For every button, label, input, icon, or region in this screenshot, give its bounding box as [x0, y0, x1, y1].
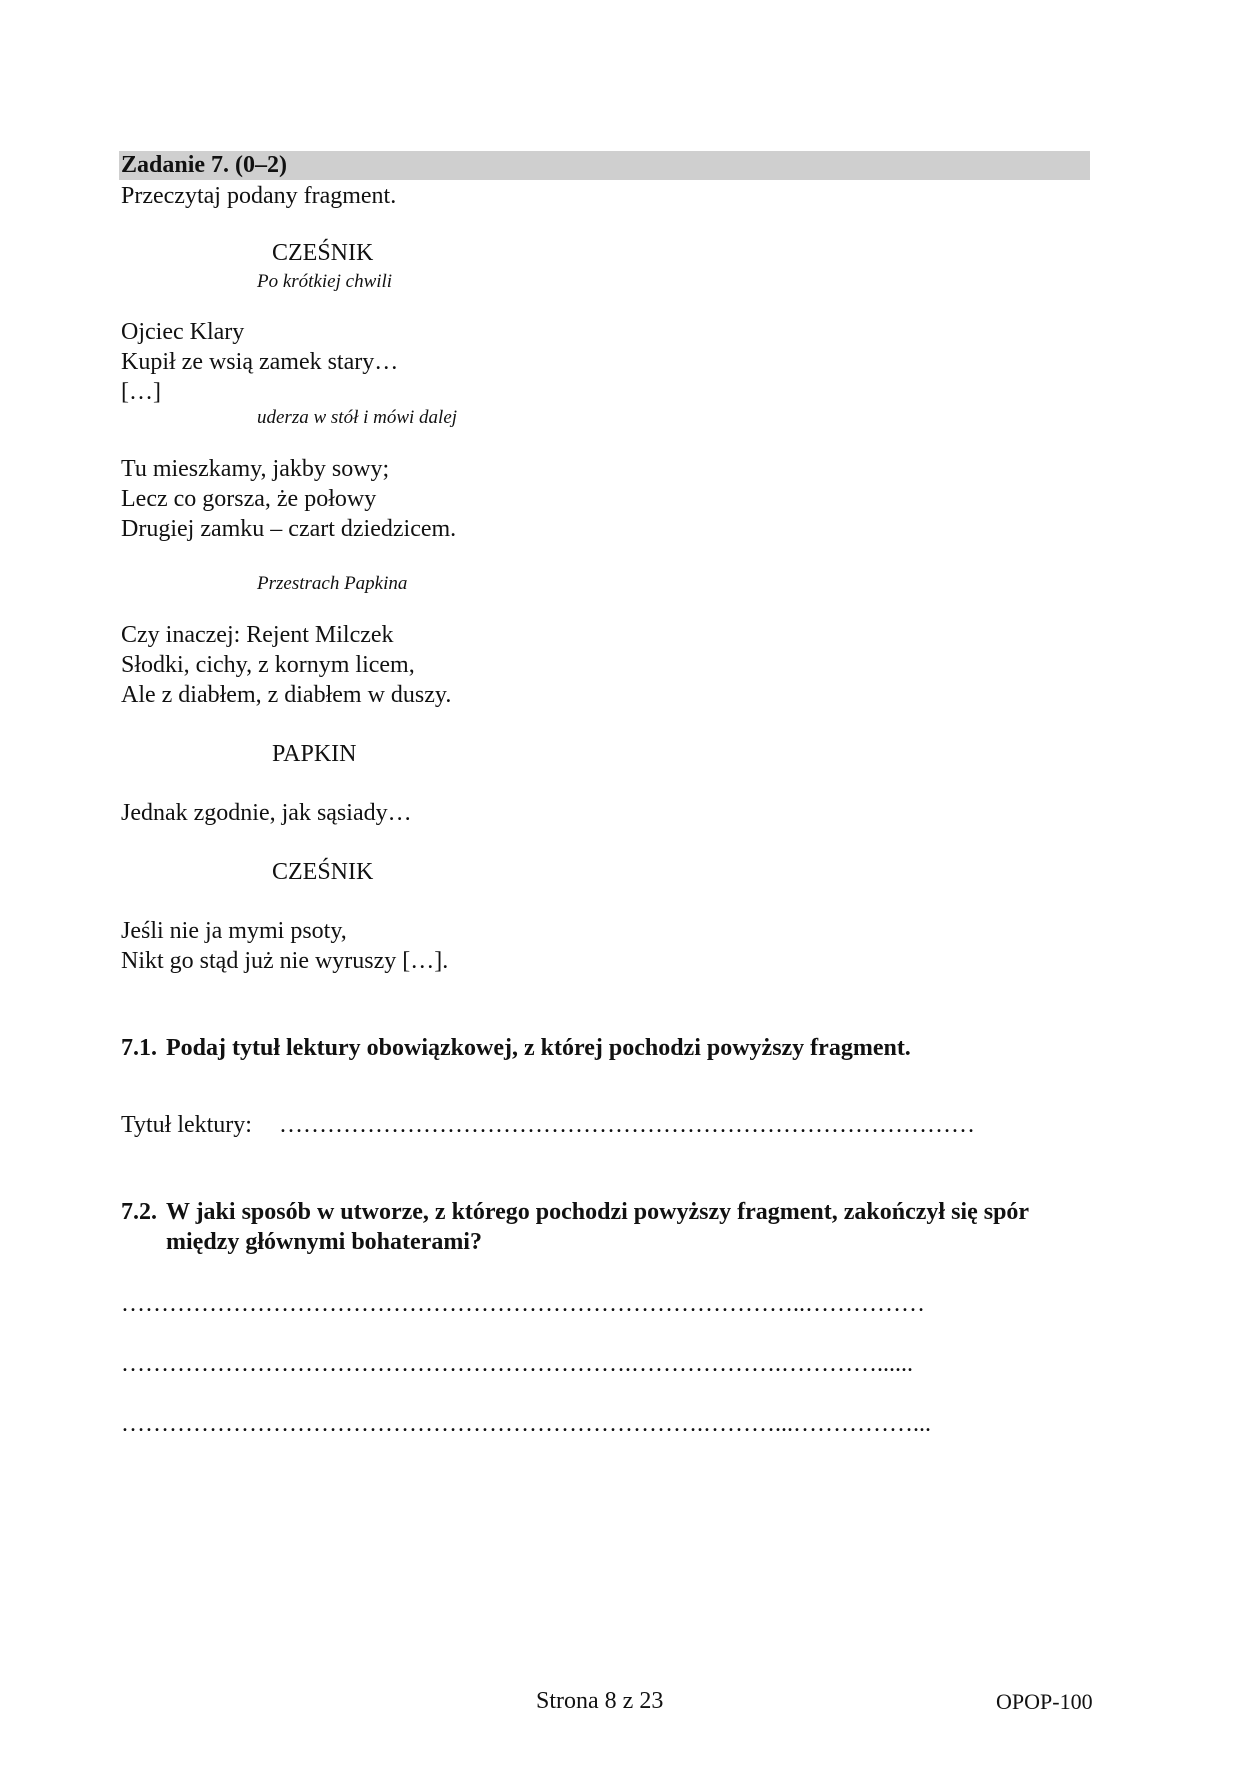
- verse-line: […]: [121, 379, 161, 405]
- task-instruction: Przeczytaj podany fragment.: [121, 183, 397, 209]
- verse-line: Drugiej zamku – czart dziedzicem.: [121, 516, 457, 542]
- question-7-1-number: 7.1.: [121, 1035, 157, 1061]
- speaker-czesnik-1: CZEŚNIK: [272, 240, 374, 266]
- verse-line: Kupił ze wsią zamek stary…: [121, 349, 399, 375]
- page-number: Strona 8 z 23: [536, 1688, 664, 1714]
- verse-line: Słodki, cichy, z kornym licem,: [121, 652, 415, 678]
- verse-line: Ojciec Klary: [121, 319, 245, 345]
- speaker-papkin: PAPKIN: [272, 741, 357, 767]
- verse-line: Jeśli nie ja mymi psoty,: [121, 918, 347, 944]
- question-7-2-number: 7.2.: [121, 1199, 157, 1225]
- question-7-1-text: Podaj tytuł lektury obowiązkowej, z której pochodzi powyższy fragment.: [166, 1035, 911, 1061]
- verse-line: Lecz co gorsza, że połowy: [121, 486, 377, 512]
- answer-label-title: Tytuł lektury:: [121, 1112, 252, 1138]
- verse-line: Czy inaczej: Rejent Milczek: [121, 622, 394, 648]
- question-7-2-text-line1: W jaki sposób w utworze, z którego pochodzi powyższy fragment, zakończył się spór: [166, 1199, 1030, 1225]
- stage-direction-3: Przestrach Papkina: [257, 573, 408, 594]
- question-7-2-text-line2: między głównymi bohaterami?: [166, 1229, 482, 1255]
- document-code: OPOP-100: [996, 1689, 1093, 1714]
- answer-line[interactable]: ……………………………………………………….……………….…………......: [121, 1351, 913, 1377]
- verse-line: Ale z diabłem, z diabłem w duszy.: [121, 682, 452, 708]
- speaker-czesnik-2: CZEŚNIK: [272, 859, 374, 885]
- stage-direction-1: Po krótkiej chwili: [257, 271, 393, 292]
- verse-line: Nikt go stąd już nie wyruszy […].: [121, 948, 449, 974]
- verse-line: Jednak zgodnie, jak sąsiady…: [121, 800, 412, 826]
- answer-line[interactable]: …………………………………………………………………………..……………: [121, 1291, 925, 1317]
- verse-line: Tu mieszkamy, jakby sowy;: [121, 456, 390, 482]
- answer-line-title[interactable]: ……………………………………………………………………………: [279, 1112, 975, 1138]
- stage-direction-2: uderza w stół i mówi dalej: [257, 407, 458, 428]
- task-title: Zadanie 7. (0–2): [121, 152, 288, 178]
- answer-line[interactable]: ……………………………………………………………….………...……………...: [121, 1411, 931, 1437]
